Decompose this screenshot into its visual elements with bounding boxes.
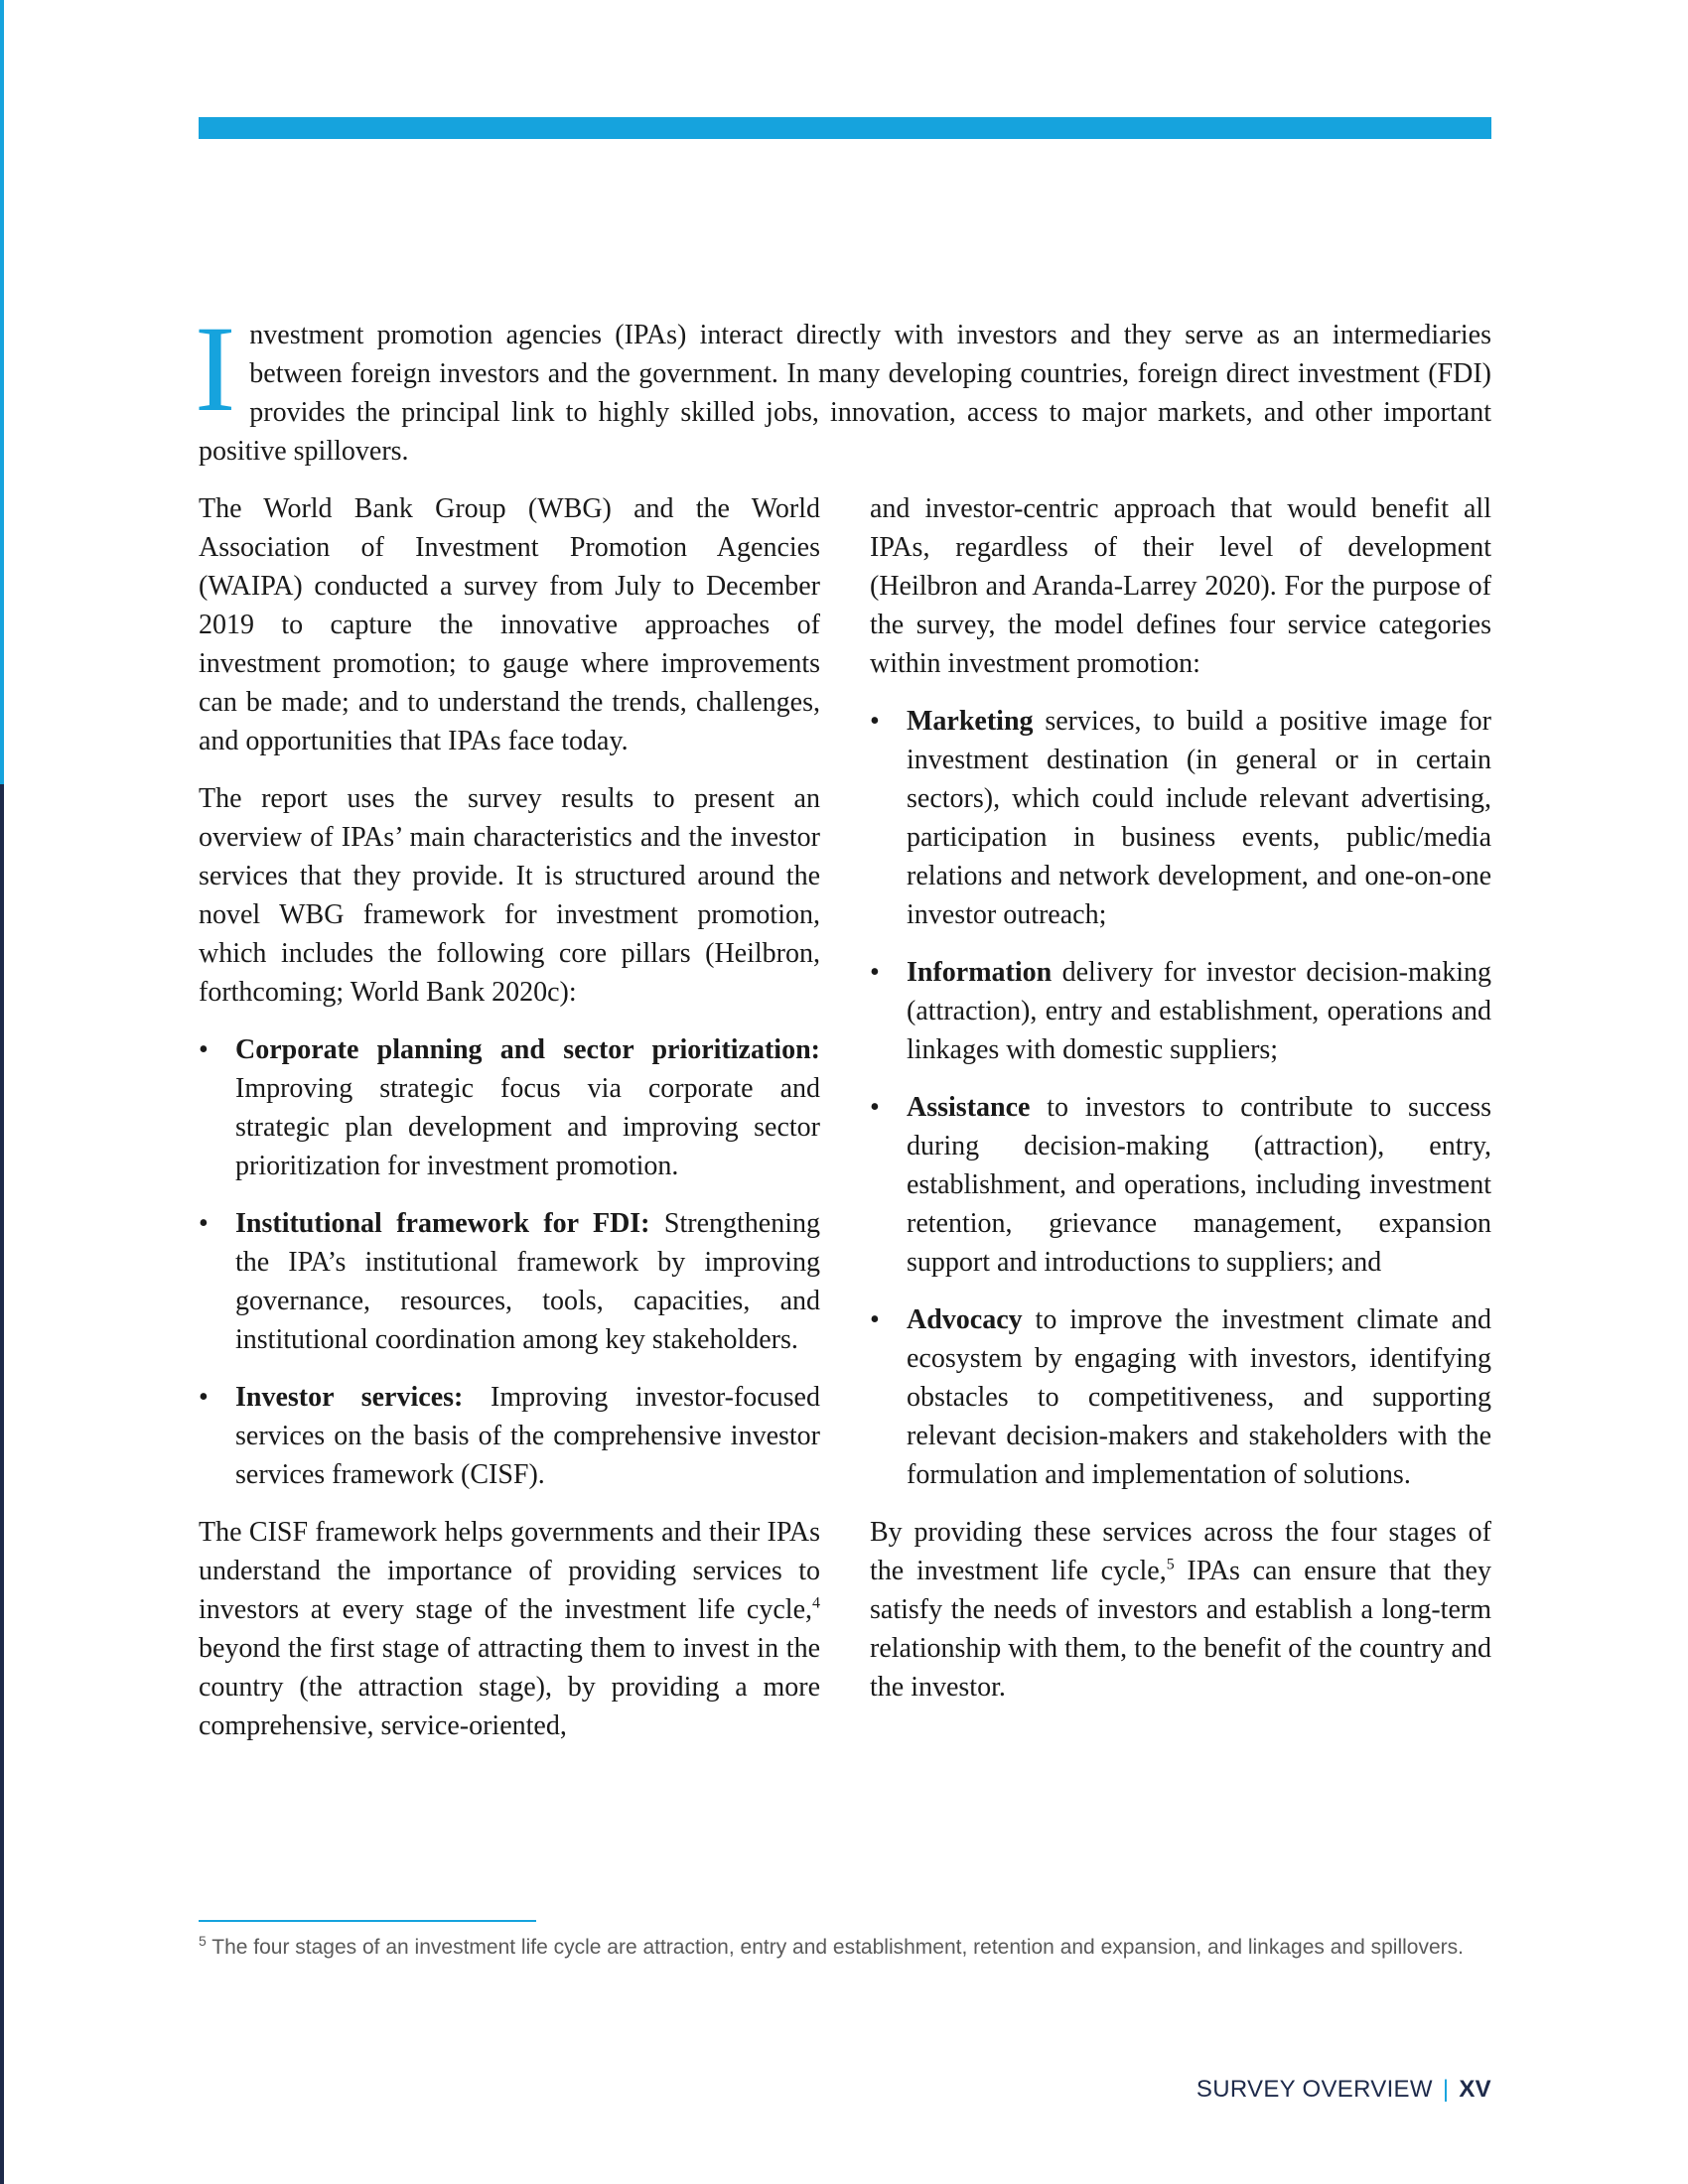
bullet-icon: •	[870, 1092, 880, 1123]
list-item	[199, 1378, 820, 1494]
list-item	[870, 953, 1491, 1069]
intro-paragraph	[195, 301, 1491, 471]
section-title: SURVEY OVERVIEW	[1196, 2076, 1433, 2103]
footnote-number: 5	[199, 1933, 207, 1949]
left-paragraph-2: The report uses the survey results to present an overview of IPAs’ main characteristics and the investor services that they provide. It is structured around the novel WBG framework for investment promotion, which includes the following core pillars (Heilbron, forthcoming; World Bank 2020c):	[199, 783, 820, 1008]
left-paragraph-1: The World Bank Group (WBG) and the World Association of Investment Promotion Agencies (WAIPA) conducted a survey from July to December 2019 to capture the innovative approaches of investment promotion; to gauge where improvements can be made; and to understand the trends, challenges, and opportunities that IPAs face today.	[199, 493, 820, 756]
bullet-icon: •	[870, 1304, 880, 1335]
header-accent-bar	[199, 117, 1491, 139]
footnote-ref: 5	[1166, 1556, 1175, 1573]
bullet-icon: •	[870, 706, 880, 737]
bullet-term: Corporate planning and sector prioritization:	[235, 1034, 820, 1065]
footnote	[199, 1934, 1491, 1962]
footnote-divider	[199, 1920, 536, 1922]
right-paragraph-1: and investor-centric approach that would benefit all IPAs, regardless of their level of development (Heilbron and Aranda-Larrey 2020). For the purpose of the survey, the model defines four service categories within investment promotion:	[870, 493, 1491, 679]
edge-accent-bar	[0, 0, 4, 784]
page-number: XV	[1459, 2076, 1491, 2103]
left-paragraph-3	[199, 1513, 820, 1745]
list-item	[870, 1088, 1491, 1282]
bullet-text: to investors to contribute to success during decision-making (attraction), entry, establishment, and operations, including investment retention, grievance management, expansion support and introductions to suppliers; and	[907, 1092, 1491, 1278]
paragraph-text: By providing these services across the four stages of the investment life cycle,	[870, 1517, 1491, 1586]
list-item	[870, 1300, 1491, 1494]
bullet-text: Strengthening the IPA’s institutional framework by improving governance, resources, tools, capacities, and institutional coordination among key stakeholders.	[235, 1208, 820, 1355]
bullet-term: Assistance	[907, 1092, 1031, 1123]
list-item	[199, 1030, 820, 1185]
intro-text: nvestment promotion agencies (IPAs) interact directly with investors and they serve as an intermediaries between foreign investors and the government. In many developing countries, foreign direct investment (FDI) provides the principal link to highly skilled jobs, innovation, access to major markets, and other important positive spillovers.	[199, 320, 1491, 467]
drop-cap: I	[195, 301, 236, 437]
list-item	[199, 1204, 820, 1359]
footer-separator: |	[1442, 2076, 1450, 2103]
bullet-term: Information	[907, 957, 1053, 988]
bullet-text: to improve the investment climate and ecosystem by engaging with investors, identifying obstacles to competitiveness, and supporting relevant decision-makers and stakeholders with the formulation and implementation of solutions.	[907, 1304, 1491, 1490]
pillars-list	[199, 1030, 820, 1494]
bullet-term: Institutional framework for FDI:	[235, 1208, 650, 1239]
right-column	[870, 489, 1491, 1725]
edge-navy-bar	[0, 784, 4, 2184]
bullet-icon: •	[199, 1034, 209, 1065]
list-item	[870, 702, 1491, 934]
services-list	[870, 702, 1491, 1494]
paragraph-text: The CISF framework helps governments and their IPAs understand the importance of providing services to investors at every stage of the investment life cycle,	[199, 1517, 820, 1625]
bullet-icon: •	[199, 1208, 209, 1239]
bullet-term: Advocacy	[907, 1304, 1023, 1335]
footnote-text: The four stages of an investment life cycle are attraction, entry and establishment, retention and expansion, and linkages and spillovers.	[206, 1936, 1464, 1959]
bullet-text: delivery for investor decision-making (attraction), entry and establishment, operations and linkages with domestic suppliers;	[907, 957, 1491, 1065]
footnote-ref: 4	[812, 1594, 820, 1612]
paragraph-text: IPAs can ensure that they satisfy the needs of investors and establish a long-term relationship with them, to the benefit of the country and the investor.	[870, 1556, 1491, 1703]
right-paragraph-2	[870, 1513, 1491, 1706]
bullet-text: Improving investor-focused services on the basis of the comprehensive investor services framework (CISF).	[235, 1382, 820, 1490]
bullet-term: Marketing	[907, 706, 1034, 737]
bullet-text: Improving strategic focus via corporate and strategic plan development and improving sector prioritization for investment promotion.	[235, 1073, 820, 1181]
bullet-icon: •	[870, 957, 880, 988]
bullet-term: Investor services:	[235, 1382, 464, 1413]
bullet-icon: •	[199, 1382, 209, 1413]
bullet-text: services, to build a positive image for investment destination (in general or in certain sectors), which could include relevant advertising, participation in business events, public/media relations and network development, and one-on-one investor outreach;	[907, 706, 1491, 930]
left-column	[199, 489, 820, 1764]
running-footer	[1196, 2076, 1491, 2104]
paragraph-text: beyond the first stage of attracting them to invest in the country (the attraction stage), by providing a more comprehensive, service-oriented,	[199, 1633, 820, 1741]
